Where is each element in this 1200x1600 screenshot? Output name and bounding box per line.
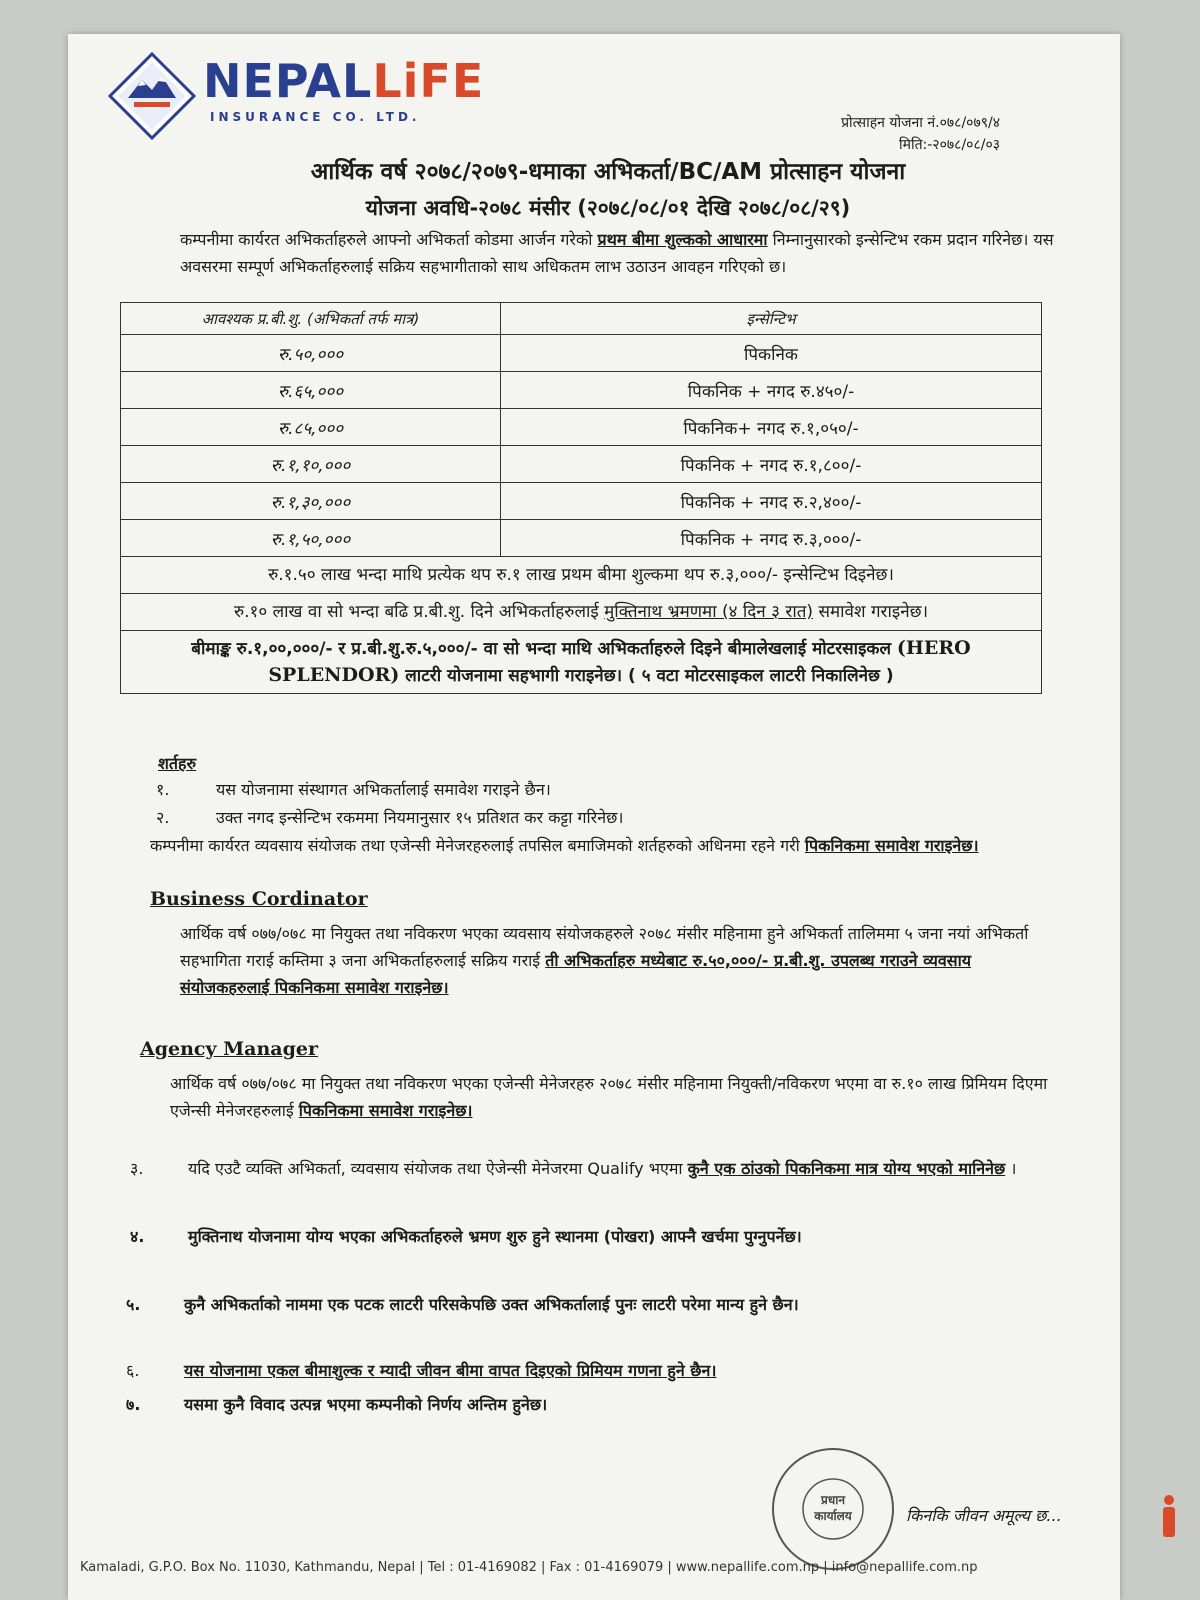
col-required-premium: आवश्यक प्र.बी.शु. (अभिकर्ता तर्फ मात्र) (121, 303, 501, 335)
nepal-life-logo (108, 52, 196, 140)
stamp-line-2: कार्यालय (814, 1509, 852, 1523)
reference-date: मिति:-२०७८/०८/०३ (898, 137, 1000, 153)
stamp-line-1: प्रधान (821, 1493, 845, 1507)
company-tagline: किनकि जीवन अमूल्य छ... (906, 1506, 1062, 1525)
table-row: रु.५०,००० पिकनिक (121, 335, 1042, 372)
reference-block (841, 112, 1000, 156)
condition-point: ७. यसमा कुनै विवाद उत्पन्न भएमा कम्पनीको निर्णय अन्तिम हुनेछ। (126, 1395, 548, 1414)
table-header-row (121, 303, 1042, 335)
business-coordinator-heading: Business Cordinator (150, 888, 368, 910)
incentive-table (120, 302, 1042, 694)
scheme-period: योजना अवधि-२०७८ मंसीर (२०७८/०८/०१ देखि २०७८/०८/२९) (365, 196, 851, 220)
conditions-heading: शर्तहरु (158, 754, 197, 773)
table-row: रु.१,५०,००० पिकनिक + नगद रु.३,०००/- (121, 520, 1042, 557)
table-row: रु.१,३०,००० पिकनिक + नगद रु.२,४००/- (121, 483, 1042, 520)
brand-subtitle: INSURANCE CO. LTD. (210, 110, 421, 124)
condition-point: ५. कुनै अभिकर्ताको नाममा एक पटक लाटरी परिसकेपछि उक्त अभिकर्तालाई पुनः लाटरी परेमा मान्य हुने छैन। (126, 1295, 799, 1314)
reference-number: प्रोत्साहन योजना नं.०७८/०७९/४ (841, 115, 1000, 131)
table-note-row: बीमाङ्क रु.१,००,०००/- र प्र.बी.शु.रु.५,०००/- वा सो भन्दा माथि अभिकर्ताहरुले दिइने बीमालेखलाई मोटरसाइकल (HERO SPLENDOR) लाटरी योजनामा सहभागी गराइनेछ। ( ५ वटा मोटरसाइकल लाटरी निकालिनेछ ) (121, 631, 1042, 694)
agency-manager-text: आर्थिक वर्ष ०७७/०७८ मा नियुक्त तथा नविकरण भएका एजेन्सी मेनेजरहरु २०७८ मंसीर महिनामा नियुक्ती/नविकरण भएमा वा रु.१० लाख प्रिमियम दिएमा एजेन्सी मेनेजरहरुलाई पिकनिकमा समावेश गराइनेछ। (170, 1074, 1048, 1120)
intro-paragraph: कम्पनीमा कार्यरत अभिकर्ताहरुले आफ्नो अभिकर्ता कोडमा आर्जन गरेको प्रथम बीमा शुल्कको आधारमा निम्नानुसारको इन्सेन्टिभ रकम प्रदान गरिनेछ। यस अवसरमा सम्पूर्ण अभिकर्ताहरुलाई सक्रिय सहभागीताको साथ अधिकतम लाभ उठाउन आवहन गरिएको छ। (180, 230, 1054, 276)
table-row: रु.६५,००० पिकनिक + नगद रु.४५०/- (121, 372, 1042, 409)
table-note-row: रु.१० लाख वा सो भन्दा बढि प्र.बी.शु. दिने अभिकर्ताहरुलाई मुक्तिनाथ भ्रमणमा (४ दिन ३ रात) समावेश गराइनेछ। (121, 594, 1042, 631)
table-row: रु.८५,००० पिकनिक+ नगद रु.१,०५०/- (121, 409, 1042, 446)
document-title: आर्थिक वर्ष २०७८/२०७९-धमाका अभिकर्ता/BC/AM प्रोत्साहन योजना (310, 159, 906, 185)
condition-point: ६. यस योजनामा एकल बीमाशुल्क र म्यादी जीवन बीमा वापत दिइएको प्रिमियम गणना हुने छैन। (126, 1361, 717, 1380)
bc-am-paragraph: कम्पनीमा कार्यरत व्यवसाय संयोजक तथा एजेन्सी मेनेजरहरुलाई तपसिल बमाजिमको शर्तहरुको अधिनमा रहने गरी पिकनिकमा समावेश गराइनेछ। (150, 836, 979, 855)
agency-manager-heading: Agency Manager (140, 1038, 319, 1060)
person-icon (1158, 1494, 1180, 1542)
condition-point: ३. यदि एउटै व्यक्ति अभिकर्ता, व्यवसाय संयोजक तथा ऐजेन्सी मेनेजरमा Qualify भएमा कुनै एक ठांउको पिकनिकमा मात्र योग्य भएको मानिनेछ । (130, 1159, 1017, 1178)
condition-item: २. उक्त नगद इन्सेन्टिभ रकममा नियमानुसार १५ प्रतिशत कर कट्टा गरिनेछ। (156, 808, 624, 827)
brand-name: NEPALLiFE (203, 54, 485, 108)
business-coordinator-text: आर्थिक वर्ष ०७७/०७८ मा नियुक्त तथा नविकरण भएका व्यवसाय संयोजकहरुले २०७८ मंसीर महिनामा हुने अभिकर्ता तालिममा ५ जना नयां अभिकर्ता सहभागिता गराई कम्तिमा ३ जना अभिकर्ताहरुलाई सक्रिय गराई ती अभिकर्ताहरु मध्येबाट रु.५०,०००/- प्र.बी.शु. उपलब्ध गराउने व्यवसाय संयोजकहरुलाई पिकनिकमा समावेश गराइनेछ। (180, 924, 1029, 997)
col-incentive: इन्सेन्टिभ (501, 303, 1042, 335)
document-page (68, 34, 1120, 1600)
condition-item: १. यस योजनामा संस्थागत अभिकर्तालाई समावेश गराइने छैन। (156, 780, 551, 799)
footer-contact: Kamaladi, G.P.O. Box No. 11030, Kathmandu, Nepal | Tel : 01-4169082 | Fax : 01-4169079 | www.nepallife.com.np | info@nepallife.com.np (80, 1560, 978, 1575)
table-note-row: रु.१.५० लाख भन्दा माथि प्रत्येक थप रु.१ लाख प्रथम बीमा शुल्कमा थप रु.३,०००/- इन्सेन्टिभ दिइनेछ। (121, 557, 1042, 594)
office-seal-stamp (768, 1444, 898, 1574)
condition-point: ४. मुक्तिनाथ योजनामा योग्य भएका अभिकर्ताहरुले भ्रमण शुरु हुने स्थानमा (पोखरा) आफ्नै खर्चमा पुग्नुपर्नेछ। (130, 1227, 802, 1246)
table-row: रु.१,१०,००० पिकनिक + नगद रु.१,८००/- (121, 446, 1042, 483)
